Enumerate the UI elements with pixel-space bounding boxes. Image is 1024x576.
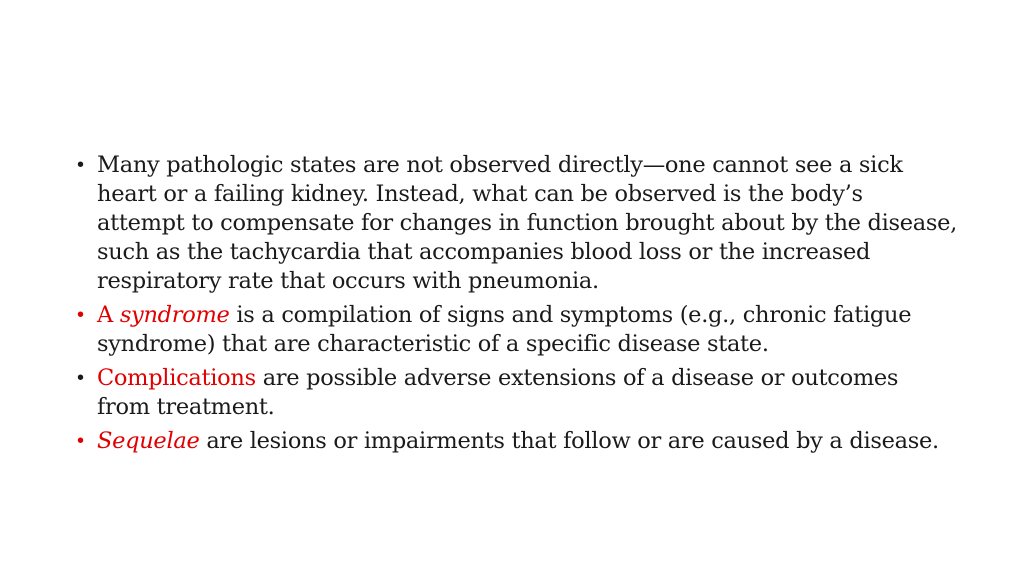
bullet-list [77,151,957,461]
bullet-item-syndrome [77,301,957,359]
bullet-icon: • [77,304,84,326]
bullet-icon: • [77,430,84,452]
bullet-text: Many pathologic states are not observed directly—one cannot see a sick heart or a failing kidney. Instead, what can be observed is the body’s attempt to compensate for changes in function brought about by the disease, such as the tachycardia that accompanies blood loss or the increased respiratory rate that occurs with pneumonia. [97,152,958,294]
bullet-text: is a compilation of signs and symptoms (e.g., chronic fatigue syndrome) that are characteristic of a specific disease state. [97,302,912,357]
term-complications: Complications [97,365,256,391]
bullet-text: are possible adverse extensions of a disease or outcomes from treatment. [97,365,899,420]
term-prefix: A [97,302,120,328]
term-sequelae: Sequelae [97,428,200,454]
bullet-item-sequelae [77,427,957,456]
bullet-item-complications [77,364,957,422]
bullet-text: are lesions or impairments that follow or are caused by a disease. [199,428,939,454]
bullet-item-pathologic-states [77,151,957,296]
term-syndrome: syndrome [119,302,230,328]
bullet-icon: • [77,367,84,389]
bullet-icon: • [77,154,84,176]
